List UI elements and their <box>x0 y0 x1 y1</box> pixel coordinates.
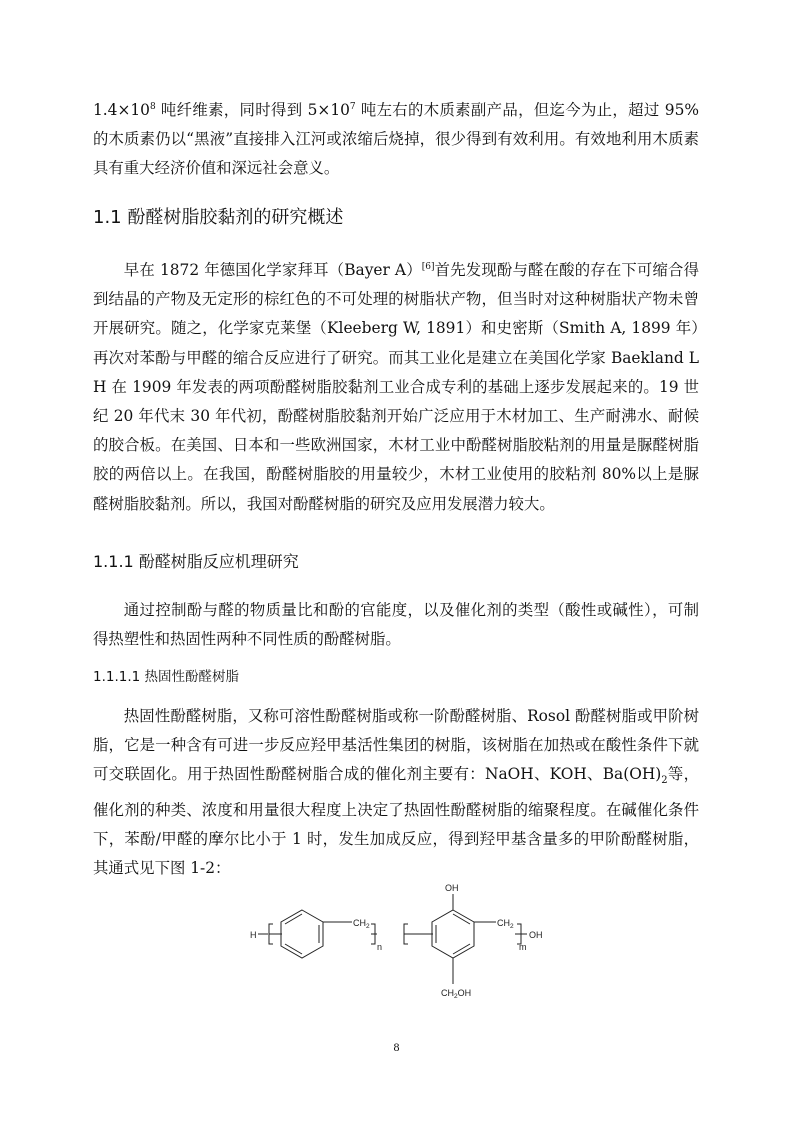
label-ch2-right: $CH_2$ <box>497 918 514 930</box>
resol-structure-figure <box>240 880 560 1010</box>
section-1-1-1-paragraph: 通过控制酚与醛的物质量比和酚的官能度，以及催化剂的类型（酸性或碱性），可制得热塑性和热固性两种不同性质的酚醛树脂。 <box>93 601 699 649</box>
page-number: 8 <box>393 1040 400 1054</box>
intro-paragraph: $1.4\times 10^8$ 吨纤维素，同时得到 $5\times 10^7$ 吨左右的木质素副产品，但迄今为止，超过 95%的木质素仍以“黑液”直接排入江河或浓缩后烧掉，很少得到有效利用。有效地利用木质素具有重大经济价值和深远社会意义。 <box>93 101 699 178</box>
citation-ref: [6] <box>421 262 435 272</box>
section-1-1-paragraph: 早在 1872 年德国化学家拜耳（Bayer A）[6]首先发现酚与醛在酸的存在下可缩合得到结晶的产物及无定形的棕红色的不可处理的树脂状产物，但当时对这种树脂状产物未曾开展研究。随之，化学家克莱堡（Kleeberg W, 1891）和史密斯（Smith A, 1899 年）再次对苯酚与甲醛的缩合反应进行了研究。而其工业化是建立在美国化学家 Baekland L H 在 1909 年发表的两项酚醛树脂胶黏剂工业合成专利的基础上逐步发展起来的。19 世纪 20 年代末 30 年代初，酚醛树脂胶黏剂开始广泛应用于木材加工、生产耐沸水、耐候的胶合板。在美国、日本和一些欧洲国家，木材工业中酚醛树脂胶粘剂的用量是脲醛树脂胶的两倍以上。在我国，酚醛树脂胶的用量较少，木材工业使用的胶粘剂 80%以上是脲醛树脂胶黏剂。所以，我国对酚醛树脂的研究及应用发展潜力较大。 <box>93 261 699 513</box>
section-heading-1-1: 1.1 酚醛树脂胶黏剂的研究概述 <box>93 207 344 228</box>
label-m: m <box>519 942 527 952</box>
section-heading-1-1-1-1: 1.1.1.1 热固性酚醛树脂 <box>93 669 240 685</box>
label-h: H <box>250 930 257 940</box>
section-1-1-1-1-paragraph: 热固性酚醛树脂，又称可溶性酚醛树脂或称一阶酚醛树脂、Rosol 酚醛树脂或甲阶树脂，它是一种含有可进一步反应羟甲基活性集团的树脂，该树脂在加热或在酸性条件下就可交联固化。用于热固性酚醛树脂合成的催化剂主要有：NaOH、KOH、$Ba(OH)_2$等，催化剂的种类、浓度和用量很大程度上决定了热固性酚醛树脂的缩聚程度。在碱催化条件下，苯酚/甲醛的摩尔比小于 1 时，发生加成反应，得到羟甲基含量多的甲阶酚醛树脂，其通式见下图 1-2： <box>93 707 699 878</box>
label-oh-top: OH <box>445 883 459 893</box>
section-heading-1-1-1: 1.1.1 酚醛树脂反应机理研究 <box>93 552 299 571</box>
label-n: n <box>377 942 383 952</box>
label-ch2-left: $CH_2$ <box>353 918 370 930</box>
label-ch2oh: $CH_2OH$ <box>441 988 472 1000</box>
label-oh-right: OH <box>529 930 543 940</box>
